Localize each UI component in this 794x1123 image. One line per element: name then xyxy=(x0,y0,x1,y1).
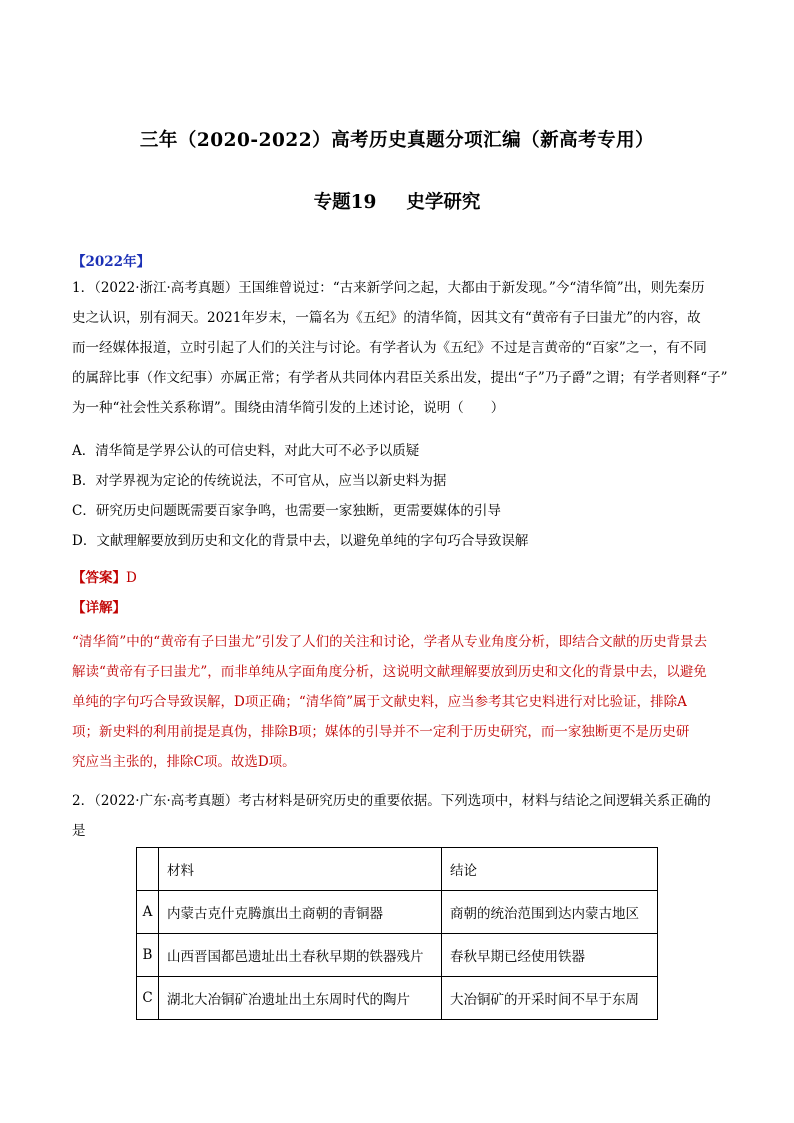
option-b: B．对学界视为定论的传统说法，不可官从，应当以新史料为据 xyxy=(72,473,447,489)
table-header-cell: 材料 xyxy=(159,848,442,891)
question-1-stem xyxy=(72,273,728,423)
question-1-answer xyxy=(72,563,722,623)
topic-name: 史学研究 xyxy=(406,192,481,213)
question-2-stem xyxy=(72,786,722,846)
table-cell: 山西晋国都邑遗址出土春秋早期的铁器残片 xyxy=(159,934,442,977)
table-cell: 湖北大冶铜矿冶遗址出土东周时代的陶片 xyxy=(159,977,442,1020)
topic-title xyxy=(0,188,794,214)
stem-line: 2．（2022·广东·高考真题）考古材料是研究历史的重要依据。下列选项中，材料与结论之间逻辑关系正确的 xyxy=(72,793,711,809)
detail-line: 项；新史料的利用前提是真伪，排除B项；媒体的引导并不一定利于历史研究，而一家独断更不是历史研 xyxy=(72,724,690,740)
table-row xyxy=(137,977,658,1020)
detail-line: “清华简”中的“黄帝有子曰蚩尤”引发了人们的关注和讨论，学者从专业角度分析，即结合文献的历史背景去 xyxy=(72,634,708,650)
table-row xyxy=(137,891,658,934)
question-1-detail xyxy=(72,627,722,777)
table-header-cell: 结论 xyxy=(442,848,658,891)
stem-line: 而一经媒体报道，立时引起了人们的关注与讨论。有学者认为《五纪》不过是言黄帝的“百家”之一，有不同 xyxy=(72,340,707,356)
table-cell: B xyxy=(137,934,159,977)
table-cell: 内蒙古克什克腾旗出土商朝的青铜器 xyxy=(159,891,442,934)
detail-label: 【详解】 xyxy=(72,600,126,616)
table-row xyxy=(137,934,658,977)
year-section-tag: 【2022年】 xyxy=(72,254,151,270)
question-2-table xyxy=(136,847,658,1020)
table-cell: 商朝的统治范围到达内蒙古地区 xyxy=(442,891,658,934)
topic-number: 专题19 xyxy=(313,192,377,213)
option-c: C．研究历史问题既需要百家争鸣，也需要一家独断，更需要媒体的引导 xyxy=(72,503,501,519)
answer-value: D xyxy=(126,570,137,586)
stem-line: 史之认识，别有洞天。2021年岁末，一篇名为《五纪》的清华简，因其文有“黄帝有子曰蚩尤”的内容，故 xyxy=(72,310,701,326)
table-header-row xyxy=(137,848,658,891)
stem-line: 为一种“社会性关系称谓”。围绕由清华简引发的上述讨论，说明（ ） xyxy=(72,400,505,416)
option-a: A．清华简是学界公认的可信史料，对此大可不必予以质疑 xyxy=(72,443,420,459)
table-cell: 大冶铜矿的开采时间不早于东周 xyxy=(442,977,658,1020)
stem-line: 是 xyxy=(72,823,86,839)
answer-label: 【答案】 xyxy=(72,570,126,586)
detail-line: 解读“黄帝有子曰蚩尤”，而非单纯从字面角度分析，这说明文献理解要放到历史和文化的背景中去，以避免 xyxy=(72,664,707,680)
table-cell: A xyxy=(137,891,159,934)
detail-line: 单纯的字句巧合导致误解，D项正确；“清华简”属于文献史料，应当参考其它史料进行对比验证，排除A xyxy=(72,694,687,710)
question-1-options xyxy=(72,436,722,556)
detail-line: 究应当主张的，排除C项。故选D项。 xyxy=(72,754,296,770)
document-title: 三年（2020-2022）高考历史真题分项汇编（新高考专用） xyxy=(139,130,655,151)
table-header-cell xyxy=(137,848,159,891)
option-d: D．文献理解要放到历史和文化的背景中去，以避免单纯的字句巧合导致误解 xyxy=(72,533,529,549)
stem-line: 的属辞比事（作文纪事）亦属正常；有学者从共同体内君臣关系出发，提出“子”乃子爵”之谓；有学者则释“子” xyxy=(72,370,728,386)
table-cell: 春秋早期已经使用铁器 xyxy=(442,934,658,977)
table-cell: C xyxy=(137,977,159,1020)
stem-line: 1．（2022·浙江·高考真题）王国维曾说过：“古来新学问之起，大都由于新发现。”今“清华简”出，则先秦历 xyxy=(72,280,705,296)
